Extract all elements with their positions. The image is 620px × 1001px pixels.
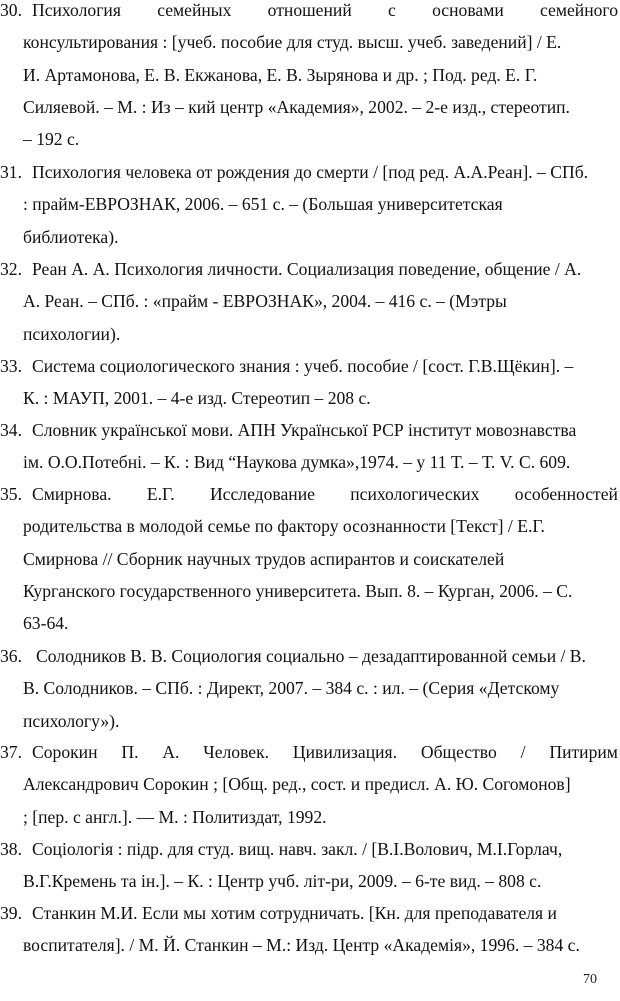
entry-line [0,221,620,253]
entry-word: Питирим [549,742,618,762]
entry-line [0,59,620,91]
entry-text: Реан А. А. Психология личности. Социализация поведение, общение / А. [32,259,582,279]
entry-word: П. [121,742,139,762]
entry-text: родительства в молодой семье по фактору осознанности [Текст] / Е.Г. [23,516,545,537]
entry-word: Е.Г. [146,484,175,504]
entry-line [0,672,620,704]
entry-line [0,123,620,155]
entry-text-justified [32,0,618,26]
entry-number: 33. [0,356,22,376]
entry-word: Человек. [203,742,270,762]
entry-word: Психология [32,0,121,20]
entry-line [0,929,620,961]
entry-line [0,318,620,350]
entry-line [0,91,620,123]
entry-line [0,768,620,800]
entry-word: / [520,742,526,762]
entry-number: 38. [0,839,22,859]
entry-number: 31. [0,162,22,182]
entry-text: Смирнова // Сборник научных трудов аспирантов и соискателей [23,548,505,569]
entry-word: Общество [420,742,497,762]
entry-line [0,188,620,220]
entry-text: психологу»). [23,710,120,731]
entry-word: с [388,0,396,20]
entry-text: К. : МАУП, 2001. – 4-е изд. Стереотип – 208 с. [23,388,371,409]
entry-text: Курганского государственного университета. Вып. 8. – Курган, 2006. – С. [23,580,573,601]
entry-text: Силяевой. – М. : Из – кий центр «Академия», 2002. – 2-е изд., стереотип. [23,96,570,117]
entry-word: семейного [540,0,618,20]
entry-number: 30. [0,0,22,20]
entry-word: психологических [350,484,480,504]
entry-line [0,156,620,188]
entry-text: Система социологического знания : учеб. пособие / [сост. Г.В.Щёкин]. – [32,356,574,376]
page-number: 70 [583,972,597,987]
entry-word: основами [432,0,504,20]
entry-word: особенностей [514,484,618,504]
entry-line [0,543,620,575]
entry-text: Психология человека от рождения до смерти / [под ред. А.А.Реан]. – СПб. [32,162,589,182]
entry-text: консультирования : [учеб. пособие для студ. высш. учеб. заведений] / Е. [23,32,562,53]
entry-line [0,736,620,768]
entry-line [0,382,620,414]
entry-text: : прайм-ЕВРОЗНАК, 2006. – 651 с. – (Большая университетская [23,194,503,215]
entry-word: Цивилизация. [292,742,398,762]
entry-text: Станкин М.И. Если мы хотим сотрудничать. [Кн. для преподавателя и [32,903,557,923]
entry-text: ім. О.О.Потебні. – К. : Вид “Наукова думка»,1974. – у 11 Т. – Т. V. С. 609. [23,452,571,473]
entry-line [0,414,620,446]
entry-number: 39. [0,903,22,923]
entry-text: В.Г.Кремень та ін.]. – К. : Центр учб. літ-ри, 2009. – 6-те вид. – 808 с. [23,871,542,892]
entry-text: Словник української мови. АПН Української РСР інститут мовознавства [32,420,577,440]
entry-line [0,350,620,382]
entry-line [0,575,620,607]
entry-line [0,865,620,897]
entry-line [0,510,620,542]
entry-number: 36. [0,646,22,666]
entry-line [0,640,620,672]
entry-line [0,705,620,737]
entry-line [0,607,620,639]
entry-line [0,833,620,865]
entry-line [0,478,620,510]
entry-text: И. Артамонова, Е. В. Екжанова, Е. В. Зырянова и др. ; Под. ред. Е. Г. [23,64,538,85]
entry-word: А. [162,742,180,762]
entry-line [0,446,620,478]
entry-text: – 192 с. [23,129,80,150]
entry-line [0,285,620,317]
entry-text: Солодников В. В. Социология социально – дезадаптированной семьи / В. [36,646,586,666]
entry-text: ; [пер. с англ.]. — М. : Политиздат, 1992. [23,806,327,827]
entry-text: Александрович Сорокин ; [Общ. ред., сост. и предисл. А. Ю. Согомонов] [23,774,571,795]
entry-text: В. Солодников. – СПб. : Директ, 2007. – 384 с. : ил. – (Серия «Детскому [23,678,560,699]
entry-number: 34. [0,420,22,440]
entry-text-justified [32,736,618,768]
entry-line [0,253,620,285]
entry-word: Смирнова. [32,484,112,504]
entry-word: семейных [157,0,232,20]
entry-text: 63-64. [23,613,69,634]
entry-word: Исследование [209,484,315,504]
entry-text: библиотека). [23,226,119,247]
entry-text-justified [32,478,618,510]
entry-line [0,897,620,929]
entry-line [0,26,620,58]
entry-number: 35. [0,484,22,504]
entry-word: Сорокин [32,742,98,762]
entry-number: 37. [0,742,22,762]
entry-text: А. Реан. – СПб. : «прайм - ЕВРОЗНАК», 2004. – 416 с. – (Мэтры [23,291,507,312]
entry-text: психологии). [23,323,121,344]
entry-text: Соціологія : підр. для студ. вищ. навч. закл. / [В.І.Волович, М.І.Горлач, [32,839,563,859]
entry-text: воспитателя]. / М. Й. Станкин – М.: Изд. Центр «Академія», 1996. – 384 с. [23,935,580,956]
entry-number: 32. [0,259,22,279]
entry-line [0,0,620,26]
entry-line [0,801,620,833]
entry-word: отношений [267,0,352,20]
